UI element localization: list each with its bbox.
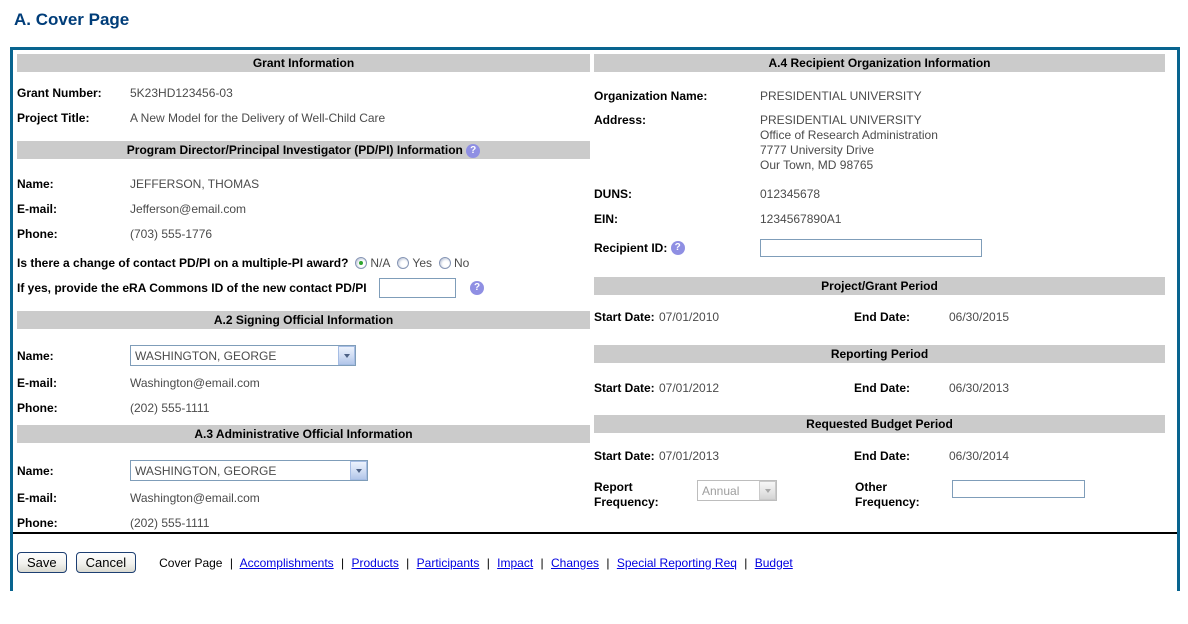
admin-phone-label: Phone:: [17, 515, 58, 530]
nav-current-cover-page: Cover Page: [159, 555, 223, 570]
radio-no-label: No: [454, 255, 470, 270]
pdpi-name-label: Name:: [17, 176, 54, 191]
signing-phone-label: Phone:: [17, 400, 58, 415]
page-title: A. Cover Page: [14, 10, 130, 29]
signing-official-select[interactable]: [130, 345, 356, 366]
nav-separator: |: [486, 555, 490, 570]
address-line: Our Town, MD 98765: [760, 158, 874, 172]
ein-row: [594, 211, 1165, 226]
nav-separator: |: [341, 555, 345, 570]
duns-row: [594, 186, 1165, 201]
pg-start-label: Start Date:: [594, 309, 655, 324]
commons-id-label: If yes, provide the eRA Commons ID of the new contact PD/PI: [17, 281, 367, 295]
pdpi-phone-label: Phone:: [17, 226, 58, 241]
radio-na-label: N/A: [370, 255, 391, 270]
pg-end-label: End Date:: [854, 309, 911, 324]
admin-official-select[interactable]: [130, 460, 368, 481]
radio-option-yes[interactable]: [397, 256, 432, 270]
grant-information-header: Grant Information: [17, 54, 590, 72]
address-line: Office of Research Administration: [760, 128, 938, 142]
rp-start-value: 07/01/2012: [659, 380, 720, 395]
project-title-value: A New Model for the Delivery of Well-Child Care: [130, 110, 386, 125]
bp-end-label: End Date:: [854, 448, 911, 463]
bp-start-label: Start Date:: [594, 448, 655, 463]
signing-email-row: [17, 375, 590, 390]
nav-separator: |: [744, 555, 748, 570]
commons-id-help-icon[interactable]: ?: [470, 281, 484, 295]
admin-phone-value: (202) 555-1111: [130, 515, 210, 530]
bp-start-value: 07/01/2013: [659, 448, 720, 463]
frequency-row: [594, 480, 1165, 510]
pg-end-value: 06/30/2015: [949, 309, 1010, 324]
bp-end-value: 06/30/2014: [949, 448, 1010, 463]
recipient-id-label-text: Recipient ID:: [594, 240, 668, 255]
grant-number-value: 5K23HD123456-03: [130, 85, 233, 100]
address-line: 7777 University Drive: [760, 143, 875, 157]
project-title-row: [17, 110, 590, 125]
budget-dates-row: [594, 448, 1165, 463]
ein-value: 1234567890A1: [760, 211, 842, 226]
duns-value: 012345678: [760, 186, 821, 201]
address-label: Address:: [594, 113, 647, 127]
admin-email-value: Washington@email.com: [130, 490, 260, 505]
org-name-label: Organization Name:: [594, 88, 708, 103]
admin-phone-row: [17, 515, 590, 530]
rp-end-value: 06/30/2013: [949, 380, 1010, 395]
pdpi-header: [17, 141, 590, 159]
nav-link-budget[interactable]: Budget: [754, 555, 793, 570]
grant-number-label: Grant Number:: [17, 85, 102, 100]
report-frequency-value: Annual: [702, 483, 740, 498]
cover-page-form: [10, 47, 1180, 591]
address-value: [760, 113, 938, 173]
project-grant-dates-row: [594, 309, 1165, 324]
save-button[interactable]: Save: [17, 552, 67, 573]
recipient-id-label: [594, 241, 760, 256]
radio-option-no[interactable]: [439, 256, 469, 270]
other-frequency-input[interactable]: [952, 480, 1085, 498]
nav-link-participants[interactable]: Participants: [416, 555, 480, 570]
radio-option-na[interactable]: [355, 256, 390, 270]
admin-name-row: [17, 460, 590, 481]
org-name-value: PRESIDENTIAL UNIVERSITY: [760, 88, 922, 103]
right-column: [590, 50, 1177, 532]
recipient-id-help-icon[interactable]: ?: [671, 241, 685, 255]
pdpi-email-row: [17, 201, 590, 216]
pdpi-header-label: Program Director/Principal Investigator (PD/PI) Information: [126, 143, 463, 157]
admin-official-header: A.3 Administrative Official Information: [17, 425, 590, 443]
signing-name-row: [17, 345, 590, 366]
signing-phone-value: (202) 555-1111: [130, 400, 210, 415]
nav-separator: |: [406, 555, 410, 570]
signing-official-header: A.2 Signing Official Information: [17, 311, 590, 329]
admin-name-label: Name:: [17, 463, 54, 478]
report-frequency-label: Report Frequency:: [594, 480, 659, 509]
section-nav: [159, 556, 793, 570]
recipient-id-row: [594, 239, 1165, 257]
address-line: PRESIDENTIAL UNIVERSITY: [760, 113, 922, 127]
pdpi-name-value: JEFFERSON, THOMAS: [130, 176, 260, 191]
pdpi-phone-row: [17, 226, 590, 241]
admin-email-label: E-mail:: [17, 490, 58, 505]
footer-bar: [13, 532, 1177, 591]
nav-separator: |: [606, 555, 610, 570]
budget-period-header: Requested Budget Period: [594, 415, 1165, 433]
nav-separator: |: [229, 555, 233, 570]
contact-change-row: [17, 255, 590, 270]
pdpi-email-value: Jefferson@email.com: [130, 201, 247, 216]
nav-link-accomplishments[interactable]: Accomplishments: [239, 555, 334, 570]
rp-start-label: Start Date:: [594, 380, 655, 395]
cancel-button[interactable]: Cancel: [76, 552, 136, 573]
left-column: [13, 50, 590, 532]
pg-start-value: 07/01/2010: [659, 309, 720, 324]
pdpi-phone-value: (703) 555-1776: [130, 226, 213, 241]
grant-number-row: [17, 85, 590, 100]
radio-yes-label: Yes: [412, 255, 432, 270]
report-frequency-select: [697, 480, 777, 501]
nav-link-products[interactable]: Products: [351, 555, 399, 570]
project-title-label: Project Title:: [17, 110, 90, 125]
contact-change-question: Is there a change of contact PD/PI on a multiple-PI award?: [17, 255, 349, 270]
nav-link-changes[interactable]: Changes: [550, 555, 600, 570]
pdpi-name-row: [17, 176, 590, 191]
admin-email-row: [17, 490, 590, 505]
radio-no-icon[interactable]: [439, 257, 451, 269]
nav-link-impact[interactable]: Impact: [497, 555, 534, 570]
signing-official-selected: WASHINGTON, GEORGE: [135, 348, 277, 363]
org-name-row: [594, 88, 1165, 103]
ein-label: EIN:: [594, 211, 618, 226]
pdpi-email-label: E-mail:: [17, 201, 58, 216]
commons-id-row: [17, 278, 590, 298]
radio-yes-icon[interactable]: [397, 257, 409, 269]
pdpi-help-icon[interactable]: ?: [466, 144, 480, 158]
rp-end-label: End Date:: [854, 380, 911, 395]
recipient-org-header: A.4 Recipient Organization Information: [594, 54, 1165, 72]
radio-na-icon[interactable]: [355, 257, 367, 269]
address-row: [594, 113, 1165, 173]
signing-email-label: E-mail:: [17, 375, 58, 390]
signing-name-label: Name:: [17, 348, 54, 363]
duns-label: DUNS:: [594, 186, 632, 201]
reporting-period-header: Reporting Period: [594, 345, 1165, 363]
chevron-down-icon[interactable]: [338, 346, 355, 365]
other-frequency-label: Other Frequency:: [855, 480, 920, 509]
reporting-dates-row: [594, 380, 1165, 395]
project-grant-period-header: Project/Grant Period: [594, 277, 1165, 295]
recipient-id-input[interactable]: [760, 239, 982, 257]
chevron-down-icon: [759, 481, 776, 500]
nav-link-special-reporting-req[interactable]: Special Reporting Req: [616, 555, 737, 570]
chevron-down-icon[interactable]: [350, 461, 367, 480]
nav-separator: |: [540, 555, 544, 570]
signing-email-value: Washington@email.com: [130, 375, 260, 390]
admin-official-selected: WASHINGTON, GEORGE: [135, 463, 277, 478]
commons-id-input[interactable]: [379, 278, 456, 298]
signing-phone-row: [17, 400, 590, 415]
